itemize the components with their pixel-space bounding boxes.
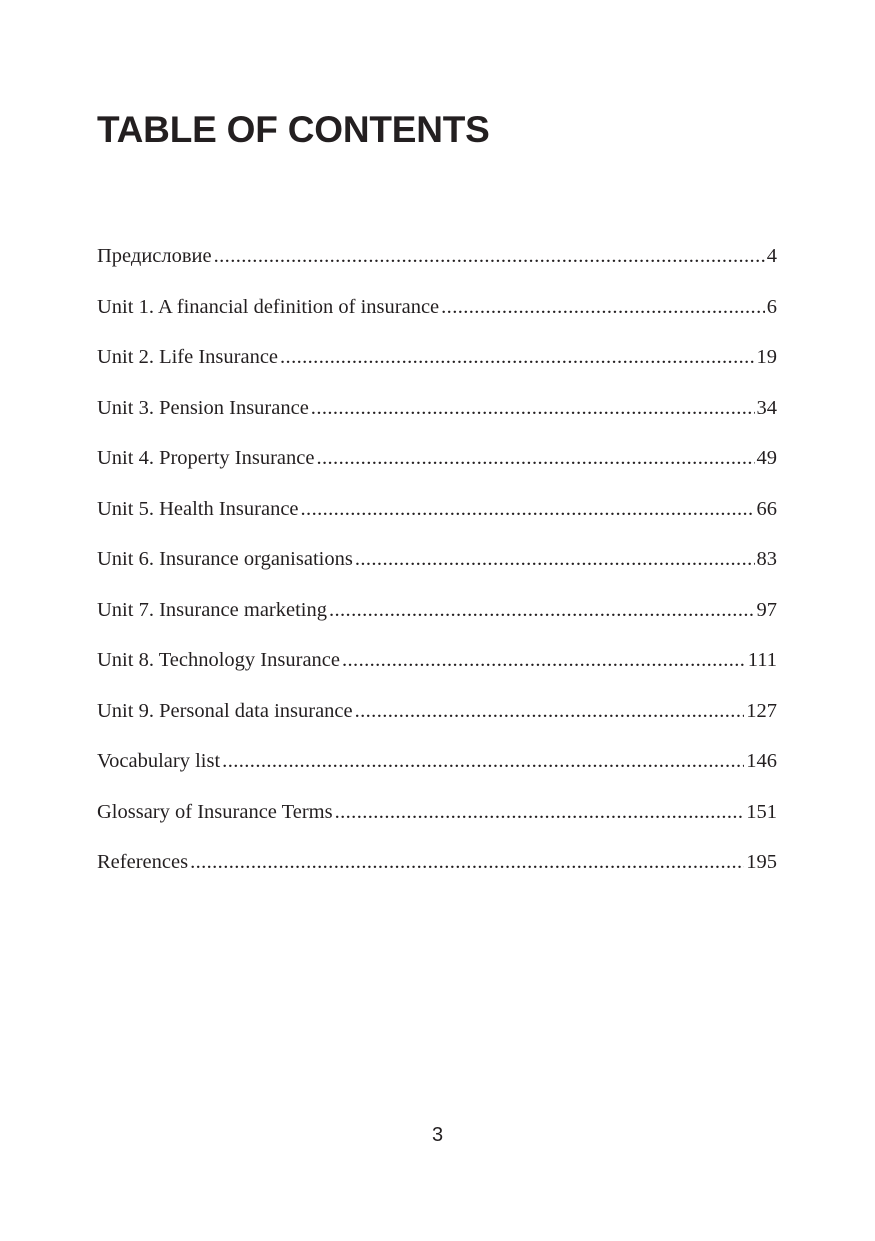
toc-entry-title: References [97, 851, 189, 873]
toc-entry-title: Vocabulary list [97, 750, 221, 772]
toc-entry-page: 151 [746, 800, 777, 823]
toc-dot-leader [222, 745, 744, 777]
toc-entry-title: Unit 9. Personal data insurance [97, 699, 353, 722]
toc-dot-leader [335, 796, 745, 828]
toc-entry-unit-2[interactable] [97, 341, 777, 392]
toc-entry-unit-9[interactable] [97, 695, 777, 746]
toc-entry-glossary[interactable] [97, 796, 777, 847]
toc-entry-page: 49 [756, 447, 777, 469]
toc-entry-title: Unit 5. Health Insurance [97, 497, 299, 520]
toc-dot-leader [316, 442, 754, 474]
toc-entry-unit-6[interactable] [97, 543, 777, 594]
toc-entry-page: 146 [746, 750, 777, 772]
toc-entry-title: Unit 3. Pension Insurance [97, 396, 309, 419]
toc-entry-references[interactable] [97, 846, 777, 897]
toc-entry-unit-4[interactable] [97, 442, 777, 493]
toc-entry-title: Unit 2. Life Insurance [97, 346, 279, 368]
toc-entry-title: Unit 6. Insurance organisations [97, 548, 353, 570]
toc-entry-unit-5[interactable] [97, 493, 777, 544]
toc-entry-unit-1[interactable] [97, 291, 777, 342]
toc-dot-leader [280, 341, 754, 373]
toc-entry-vocabulary[interactable] [97, 745, 777, 796]
toc-entry-page: 19 [756, 346, 777, 368]
toc-entry-title: Предисловие [97, 245, 212, 267]
toc-entry-title: Unit 1. A financial definition of insurance [97, 295, 440, 318]
toc-dot-leader [329, 594, 755, 626]
toc-dot-leader [214, 240, 765, 272]
toc-entry-unit-8[interactable] [97, 644, 777, 695]
toc-entry-page: 83 [756, 548, 777, 570]
toc-entry-page: 6 [766, 295, 777, 318]
toc-dot-leader [301, 493, 755, 525]
toc-dot-leader [355, 695, 745, 727]
toc-entry-page: 4 [766, 245, 777, 267]
toc-entry-title: Unit 8. Technology Insurance [97, 649, 340, 671]
toc-entry-page: 97 [756, 598, 777, 621]
toc-entry-preface[interactable] [97, 240, 777, 291]
toc-entry-title: Unit 7. Insurance marketing [97, 598, 327, 621]
page-title: TABLE OF CONTENTS [97, 109, 490, 150]
toc-entry-page: 111 [747, 649, 777, 671]
toc-entry-title: Glossary of Insurance Terms [97, 800, 333, 823]
toc-entry-title: Unit 4. Property Insurance [97, 447, 315, 469]
toc-dot-leader [441, 291, 765, 323]
table-of-contents [97, 240, 777, 897]
toc-dot-leader [190, 846, 744, 878]
toc-dot-leader [311, 392, 755, 424]
toc-dot-leader [355, 543, 755, 575]
toc-dot-leader [342, 644, 746, 676]
toc-entry-page: 127 [746, 699, 777, 722]
toc-entry-page: 66 [756, 497, 777, 520]
page-number: 3 [431, 1124, 444, 1146]
toc-entry-page: 34 [756, 396, 777, 419]
toc-entry-unit-7[interactable] [97, 594, 777, 645]
toc-entry-page: 195 [746, 851, 777, 873]
toc-entry-unit-3[interactable] [97, 392, 777, 443]
